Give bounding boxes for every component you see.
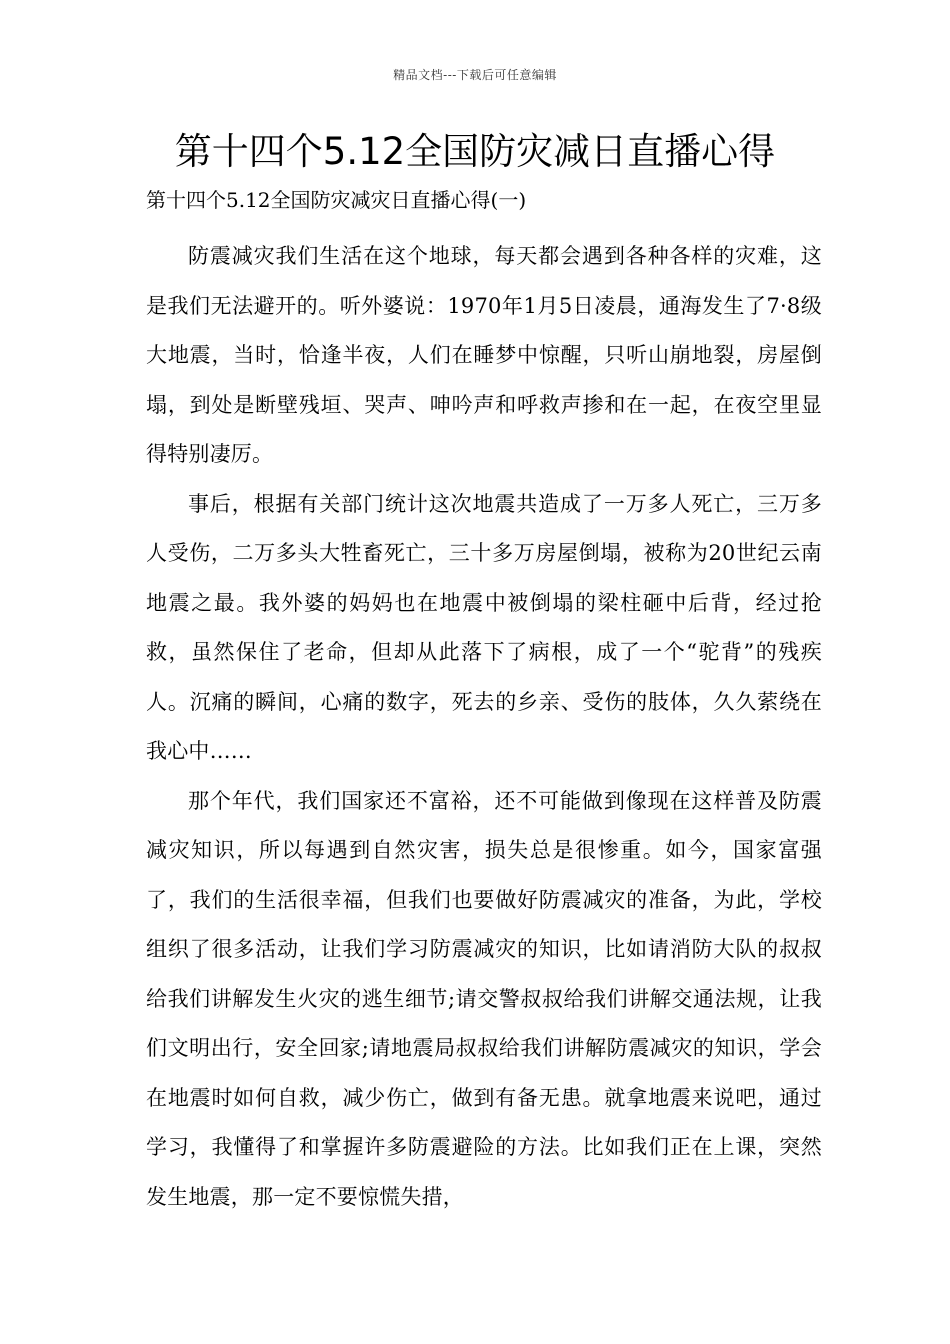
paragraph: 那个年代，我们国家还不富裕，还不可能做到像现在这样普及防震减灾知识，所以每遇到自然灾害，损失总是很惨重。如今，国家富强了，我们的生活很幸福，但我们也要做好防震减灾的准备，为此，学校组织了很多活动，让我们学习防震减灾的知识，比如请消防大队的叔叔给我们讲解发生火灾的逃生细节;请交警叔叔给我们讲解交通法规，让我们文明出行，安全回家;请地震局叔叔给我们讲解防震减灾的知识，学会在地震时如何自救，减少伤亡，做到有备无患。就拿地震来说吧，通过学习，我懂得了和掌握许多防震避险的方法。比如我们正在上课，突然发生地震，那一定不要惊慌失措， — [146, 788, 822, 1209]
body-text — [146, 232, 822, 1222]
section-subtitle: 第十四个5.12全国防灾减灾日直播心得(一) — [146, 188, 527, 212]
paragraph: 防震减灾我们生活在这个地球，每天都会遇到各种各样的灾难，这是我们无法避开的。听外婆说：1970年1月5日凌晨，通海发生了7·8级大地震，当时，恰逢半夜，人们在睡梦中惊醒，只听山崩地裂，房屋倒塌，到处是断壁残垣、哭声、呻吟声和呼救声掺和在一起，在夜空里显得特别凄厉。 — [146, 244, 822, 466]
page-title: 第十四个5.12全国防灾减日直播心得 — [174, 130, 776, 173]
header-note: 精品文档---下载后可任意编辑 — [393, 68, 557, 82]
paragraph: 事后，根据有关部门统计这次地震共造成了一万多人死亡，三万多人受伤，二万多头大牲畜死亡，三十多万房屋倒塌，被称为20世纪云南地震之最。我外婆的妈妈也在地震中被倒塌的梁柱砸中后背，经过抢救，虽然保住了老命，但却从此落下了病根，成了一个“驼背”的残疾人。沉痛的瞬间，心痛的数字，死去的乡亲、受伤的肢体，久久萦绕在我心中…… — [146, 491, 822, 763]
